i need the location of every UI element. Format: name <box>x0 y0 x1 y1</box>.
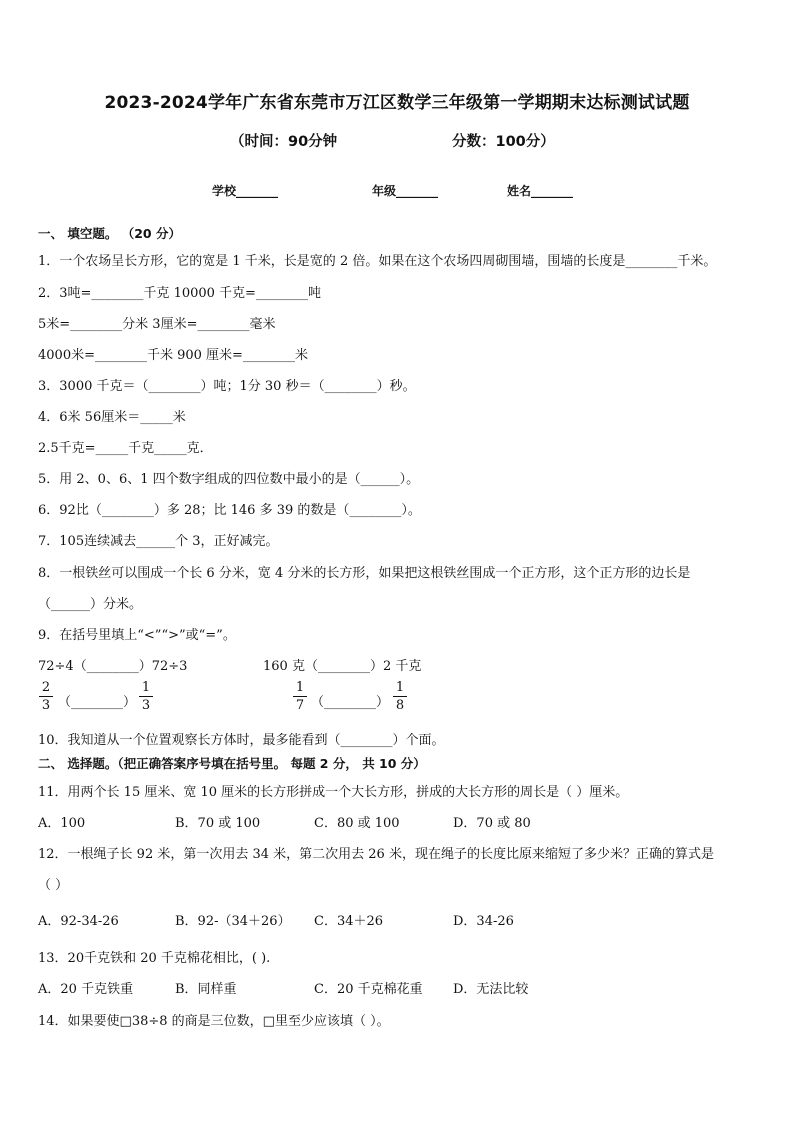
fraction-numerator: 1 <box>395 680 405 695</box>
question-9-compare-1: 72÷4（________）72÷3 <box>38 659 188 674</box>
question-6: 6．92比（________）多 28；比 146 多 39 的数是（________）。 <box>38 503 421 518</box>
fraction-2-3 <box>39 680 53 713</box>
fraction-denominator: 3 <box>41 698 51 713</box>
fraction-denominator: 8 <box>395 698 405 713</box>
question-4-line-1: 4．6米 56厘米＝_____米 <box>38 410 186 425</box>
question-5: 5．用 2、0、6、1 四个数字组成的四位数中最小的是（______）。 <box>38 472 420 487</box>
question-9: 9．在括号里填上“<”“>”或“=”。 <box>38 628 236 643</box>
fraction-bar <box>393 696 407 697</box>
question-2-line-1: 2．3吨=________千克 10000 千克=________吨 <box>38 286 321 301</box>
question-11-option-b[interactable]: B．70 或 100 <box>175 816 261 831</box>
fraction-bar <box>39 696 53 697</box>
question-9-compare-2: 160 克（________）2 千克 <box>263 659 422 674</box>
question-11-option-a[interactable]: A．100 <box>38 816 86 831</box>
question-11-option-d[interactable]: D．70 或 80 <box>453 816 531 831</box>
name-field[interactable]: 姓名_______ <box>507 184 574 198</box>
fraction-denominator: 3 <box>141 698 151 713</box>
question-2-line-3: 4000米=________千米 900 厘米=________米 <box>38 348 308 363</box>
question-13: 13．20千克铁和 20 千克棉花相比，( ). <box>38 951 271 966</box>
exam-score: 分数：100分） <box>452 134 555 150</box>
question-13-option-d[interactable]: D．无法比较 <box>453 982 529 997</box>
fraction-denominator: 7 <box>295 698 305 713</box>
fraction-bar <box>139 696 153 697</box>
question-3: 3．3000 千克＝（________）吨；1分 30 秒＝（________）秒。 <box>38 379 416 394</box>
question-12-option-c[interactable]: C．34＋26 <box>314 914 384 929</box>
question-7: 7．105连续减去______个 3，正好减完。 <box>38 534 279 549</box>
question-10: 10．我知道从一个位置观察长方体时，最多能看到（________）个面。 <box>38 733 445 748</box>
question-12-option-b[interactable]: B．92-（34＋26） <box>175 914 291 929</box>
fraction-numerator: 1 <box>141 680 151 695</box>
fraction-1-7 <box>293 680 307 713</box>
question-8-line-2: （______）分米。 <box>38 597 143 612</box>
grade-field[interactable]: 年级_______ <box>372 184 439 198</box>
question-11: 11．用两个长 15 厘米、宽 10 厘米的长方形拼成一个大长方形，拼成的大长方形的周长是（ ）厘米。 <box>38 785 629 800</box>
section-2-heading: 二、 选择题。（把正确答案序号填在括号里。 每题 2 分， 共 10 分） <box>38 756 426 771</box>
question-12-option-a[interactable]: A．92-34-26 <box>38 914 119 929</box>
fraction-numerator: 1 <box>295 680 305 695</box>
question-11-option-c[interactable]: C．80 或 100 <box>314 816 400 831</box>
question-13-option-b[interactable]: B．同样重 <box>175 982 237 997</box>
exam-time: （时间：90分钟 <box>230 134 338 150</box>
question-13-option-c[interactable]: C．20 千克棉花重 <box>314 982 423 997</box>
question-8-line-1: 8．一根铁丝可以围成一个长 6 分米，宽 4 分米的长方形，如果把这根铁丝围成一个正方形，这个正方形的边长是 <box>38 566 691 581</box>
fraction-bar <box>293 696 307 697</box>
question-4-line-2: 2.5千克=_____千克_____克． <box>38 441 213 456</box>
question-12-option-d[interactable]: D．34-26 <box>453 914 514 929</box>
question-1: 1．一个农场呈长方形，它的宽是 1 千米，长是宽的 2 倍。如果在这个农场四周砌围墙，围墙的长度是________千米。 <box>38 254 717 269</box>
question-12-line-2: （ ） <box>38 878 69 893</box>
question-13-option-a[interactable]: A．20 千克铁重 <box>38 982 134 997</box>
fraction-1-3 <box>139 680 153 713</box>
school-field[interactable]: 学校_______ <box>212 184 279 198</box>
question-9-compare-3-blank: （________） <box>58 695 137 710</box>
section-1-heading: 一、 填空题。 （20 分） <box>38 226 181 241</box>
question-14: 14．如果要使□38÷8 的商是三位数，□里至少应该填（ ）。 <box>38 1014 390 1029</box>
question-2-line-2: 5米=________分米 3厘米=________毫米 <box>38 317 276 332</box>
fraction-1-8 <box>393 680 407 713</box>
fraction-numerator: 2 <box>41 680 51 695</box>
question-12-line-1: 12．一根绳子长 92 米，第一次用去 34 米，第二次用去 26 米，现在绳子的长度比原来缩短了多少米？正确的算式是 <box>38 847 714 862</box>
question-9-compare-4-blank: （________） <box>311 695 390 710</box>
page-title: 2023-2024学年广东省东莞市万江区数学三年级第一学期期末达标测试试题 <box>104 93 690 113</box>
